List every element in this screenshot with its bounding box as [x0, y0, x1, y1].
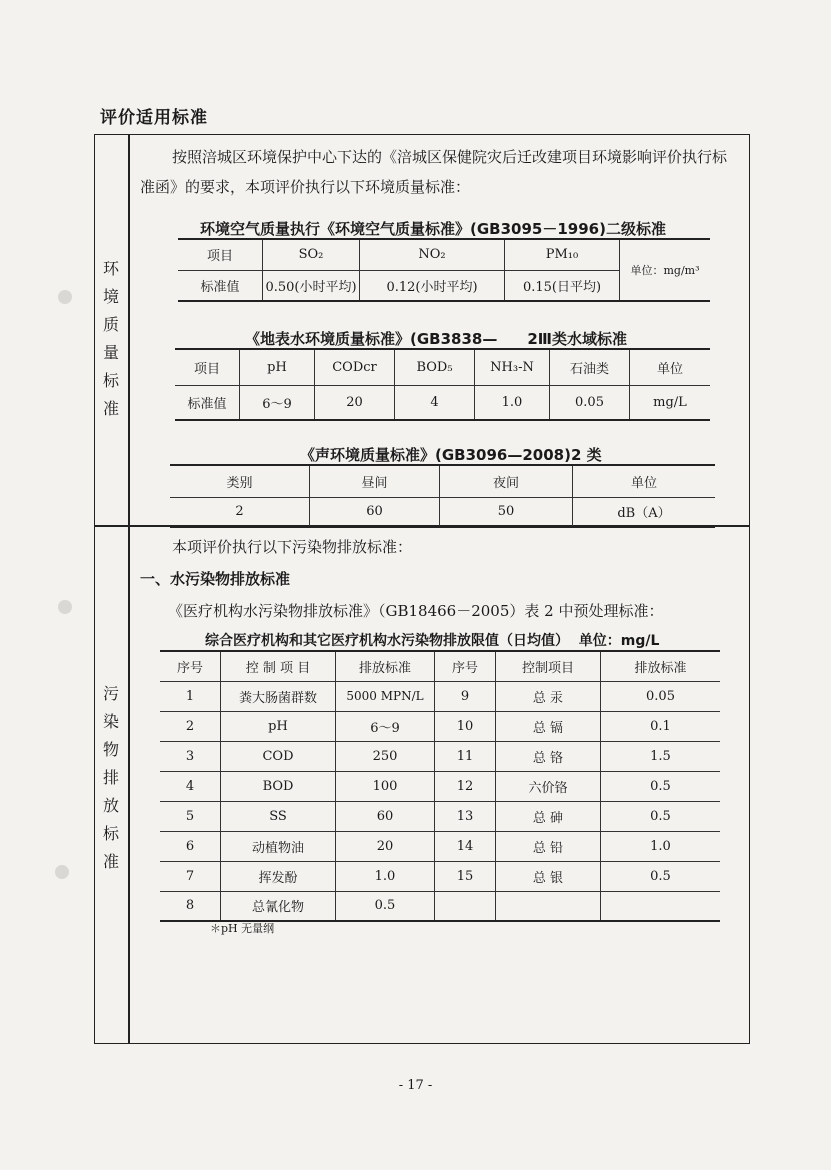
- scan-hole-mark: [58, 600, 72, 614]
- scan-hole-mark: [55, 865, 69, 879]
- page-title: 评价适用标准: [100, 108, 208, 128]
- scan-hole-mark: [58, 290, 72, 304]
- intro-paragraph: 按照涪城区环境保护中心下达的《涪城区保健院灾后迁改建项目环境影响评价执行标准函》的要求，本项评价执行以下环境质量标准：: [140, 148, 728, 196]
- air-unit: 单位：mg/m³: [620, 239, 711, 301]
- table-row: 8 总氰化物 0.5: [160, 891, 720, 921]
- discharge-caption: 综合医疗机构和其它医疗机构水污染物排放限值（日均值） 单位：mg/L: [205, 633, 660, 649]
- noise-table: 类别 昼间 夜间 单位 2 60 50 dB（A）: [170, 464, 715, 528]
- table-row: 6 动植物油 20 14 总 铅 1.0: [160, 831, 720, 861]
- air-quality-table: 项目 SO₂ NO₂ PM₁₀ 单位：mg/m³ 标准值 0.50(小时平均) 0.12(小时平均) 0.15(日平均): [178, 238, 710, 302]
- table-row: 2 pH 6～9 10 总 镉 0.1: [160, 711, 720, 741]
- table-row: 4 BOD 100 12 六价铬 0.5: [160, 771, 720, 801]
- water-caption: 《地表水环境质量标准》(GB3838— 2Ⅲ类水域标准: [245, 330, 627, 348]
- air-caption: 环境空气质量执行《环境空气质量标准》(GB3095－1996)二级标准: [200, 220, 666, 238]
- ph-note: ＊pH 无量纲: [210, 922, 275, 935]
- env-quality-label: 环 境 质 量 标 准: [102, 259, 119, 418]
- page-number: - 17 -: [398, 1078, 433, 1093]
- pollutant-intro: 本项评价执行以下污染物排放标准：: [172, 538, 413, 556]
- discharge-limits-table: 序号 控 制 项 目 排放标准 序号 控制项目 排放标准 1 粪大肠菌群数 5000 MPN/L 9 总 汞 0.05 2 pH 6～9 10 总 镉 0.1 3 COD 250 11 总 铬 1.5 4 BOD 100 12 六价铬 0.5 5 SS 60 13 总 砷 0.5 6 动植物油 20 14 总 铅 1.0 7 挥发酚 1.0 15 总 银 0.5 8 总氰化物 0.5: [160, 650, 720, 922]
- table-row: 7 挥发酚 1.0 15 总 银 0.5: [160, 861, 720, 891]
- pollutant-label: 污 染 物 排 放 标 准: [102, 684, 119, 871]
- table-row: 1 粪大肠菌群数 5000 MPN/L 9 总 汞 0.05: [160, 681, 720, 711]
- surface-water-table: 项目 pH CODcr BOD₅ NH₃-N 石油类 单位 标准值 6～9 20 4 1.0 0.05 mg/L: [175, 348, 710, 421]
- table-row: 3 COD 250 11 总 铬 1.5: [160, 741, 720, 771]
- noise-caption: 《声环境质量标准》(GB3096—2008)2 类: [300, 446, 602, 464]
- label-column-divider: [128, 134, 130, 1044]
- table-row: 5 SS 60 13 总 砷 0.5: [160, 801, 720, 831]
- medical-standard-line: 《医疗机构水污染物排放标准》（GB18466－2005）表 2 中预处理标准：: [168, 602, 664, 620]
- water-pollutant-heading: 一、水污染物排放标准: [140, 570, 291, 588]
